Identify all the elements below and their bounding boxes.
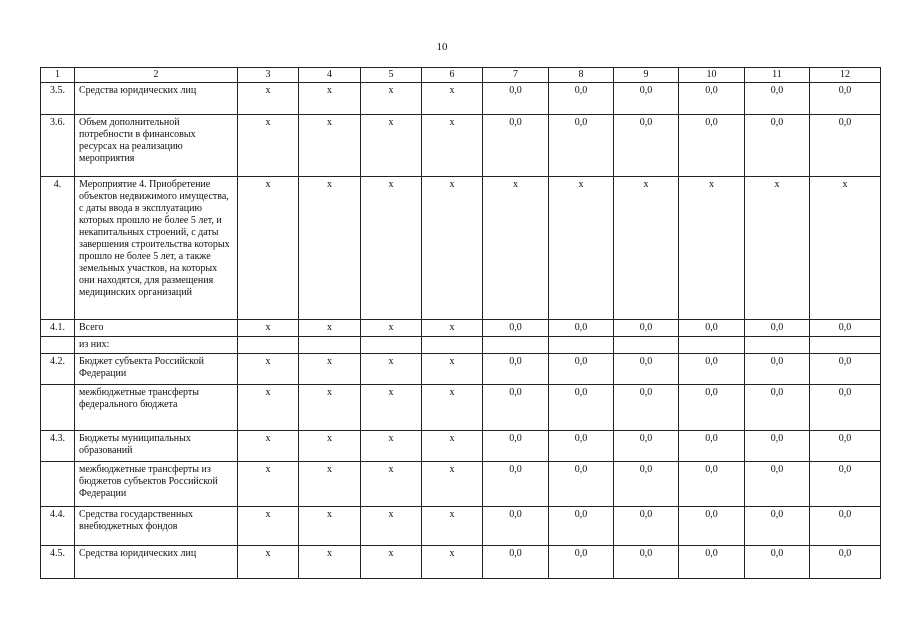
value-cell: x xyxy=(299,320,361,337)
value-cell xyxy=(614,337,679,354)
value-cell: 0,0 xyxy=(679,320,745,337)
header-cell: 5 xyxy=(361,68,422,83)
value-cell: x xyxy=(614,177,679,320)
value-cell xyxy=(745,337,810,354)
value-cell: x xyxy=(361,83,422,115)
value-cell xyxy=(483,337,549,354)
row-name: Мероприятие 4. Приобретение объектов недвижимого имущества, с даты ввода в эксплуатацию которых прошло не более 5 лет, и некапитальных строений, с даты завершения строительства которых прошло не более 5 лет, а также земельных участков, на которых они находятся, для размещения медицинских организаций xyxy=(75,177,238,320)
row-number: 4.3. xyxy=(41,431,75,462)
value-cell: 0,0 xyxy=(810,354,881,385)
value-cell: 0,0 xyxy=(483,354,549,385)
value-cell: x xyxy=(299,385,361,431)
header-cell: 10 xyxy=(679,68,745,83)
value-cell: x xyxy=(422,546,483,579)
row-name: Бюджет субъекта Российской Федерации xyxy=(75,354,238,385)
value-cell: 0,0 xyxy=(810,462,881,507)
value-cell: 0,0 xyxy=(614,115,679,177)
value-cell: 0,0 xyxy=(483,115,549,177)
value-cell: 0,0 xyxy=(614,83,679,115)
row-number: 3.5. xyxy=(41,83,75,115)
header-cell: 1 xyxy=(41,68,75,83)
value-cell xyxy=(361,337,422,354)
row-name: из них: xyxy=(75,337,238,354)
value-cell: x xyxy=(238,115,299,177)
value-cell: 0,0 xyxy=(483,83,549,115)
page-number: 10 xyxy=(436,41,448,53)
row-number: 4. xyxy=(41,177,75,320)
value-cell: x xyxy=(361,431,422,462)
value-cell: 0,0 xyxy=(614,462,679,507)
value-cell xyxy=(810,337,881,354)
value-cell xyxy=(422,337,483,354)
value-cell: x xyxy=(361,115,422,177)
value-cell: 0,0 xyxy=(614,431,679,462)
value-cell: 0,0 xyxy=(483,507,549,546)
value-cell: 0,0 xyxy=(810,83,881,115)
value-cell: x xyxy=(745,177,810,320)
value-cell: 0,0 xyxy=(614,354,679,385)
table-row xyxy=(41,177,881,320)
value-cell: 0,0 xyxy=(810,431,881,462)
value-cell: x xyxy=(238,507,299,546)
value-cell xyxy=(299,337,361,354)
value-cell: x xyxy=(299,462,361,507)
value-cell: 0,0 xyxy=(549,431,614,462)
value-cell: 0,0 xyxy=(745,83,810,115)
row-name: Бюджеты муниципальных образований xyxy=(75,431,238,462)
value-cell: x xyxy=(422,385,483,431)
value-cell: 0,0 xyxy=(745,507,810,546)
header-cell: 12 xyxy=(810,68,881,83)
row-number xyxy=(41,462,75,507)
value-cell: 0,0 xyxy=(745,431,810,462)
value-cell: 0,0 xyxy=(810,320,881,337)
value-cell: 0,0 xyxy=(679,385,745,431)
value-cell: 0,0 xyxy=(810,385,881,431)
value-cell xyxy=(238,337,299,354)
value-cell: x xyxy=(238,431,299,462)
table-row xyxy=(41,462,881,507)
row-name: Средства юридических лиц xyxy=(75,83,238,115)
value-cell: 0,0 xyxy=(810,507,881,546)
row-name: межбюджетные трансферты федерального бюджета xyxy=(75,385,238,431)
value-cell: 0,0 xyxy=(745,115,810,177)
header-cell: 2 xyxy=(75,68,238,83)
value-cell: 0,0 xyxy=(549,115,614,177)
table-row xyxy=(41,83,881,115)
value-cell: 0,0 xyxy=(483,385,549,431)
value-cell: x xyxy=(299,507,361,546)
value-cell: x xyxy=(238,546,299,579)
value-cell: 0,0 xyxy=(810,115,881,177)
value-cell: x xyxy=(238,83,299,115)
value-cell: x xyxy=(361,385,422,431)
header-cell: 6 xyxy=(422,68,483,83)
value-cell: x xyxy=(361,320,422,337)
value-cell: x xyxy=(422,354,483,385)
value-cell: x xyxy=(361,507,422,546)
value-cell: x xyxy=(238,354,299,385)
value-cell: 0,0 xyxy=(549,320,614,337)
row-number: 3.6. xyxy=(41,115,75,177)
table-row xyxy=(41,546,881,579)
value-cell: x xyxy=(299,354,361,385)
row-number xyxy=(41,385,75,431)
value-cell: 0,0 xyxy=(483,546,549,579)
header-cell: 3 xyxy=(238,68,299,83)
value-cell: 0,0 xyxy=(483,462,549,507)
value-cell: 0,0 xyxy=(679,546,745,579)
budget-table xyxy=(40,67,881,579)
value-cell: 0,0 xyxy=(679,462,745,507)
value-cell: 0,0 xyxy=(679,354,745,385)
table-row xyxy=(41,507,881,546)
value-cell: 0,0 xyxy=(745,354,810,385)
value-cell: 0,0 xyxy=(549,83,614,115)
table-row xyxy=(41,354,881,385)
table-row xyxy=(41,337,881,354)
value-cell: x xyxy=(361,546,422,579)
table-row xyxy=(41,320,881,337)
value-cell: x xyxy=(549,177,614,320)
value-cell: 0,0 xyxy=(614,320,679,337)
value-cell: x xyxy=(361,177,422,320)
row-number: 4.4. xyxy=(41,507,75,546)
value-cell: x xyxy=(422,507,483,546)
value-cell xyxy=(549,337,614,354)
value-cell: x xyxy=(810,177,881,320)
value-cell: x xyxy=(299,83,361,115)
value-cell: 0,0 xyxy=(549,507,614,546)
value-cell: 0,0 xyxy=(810,546,881,579)
value-cell: x xyxy=(422,431,483,462)
header-cell: 9 xyxy=(614,68,679,83)
value-cell: x xyxy=(422,83,483,115)
row-name: Средства государственных внебюджетных фондов xyxy=(75,507,238,546)
value-cell: 0,0 xyxy=(679,431,745,462)
row-number xyxy=(41,337,75,354)
value-cell: x xyxy=(422,115,483,177)
value-cell: x xyxy=(238,177,299,320)
value-cell: 0,0 xyxy=(483,320,549,337)
header-cell: 11 xyxy=(745,68,810,83)
value-cell: 0,0 xyxy=(549,385,614,431)
value-cell: x xyxy=(299,546,361,579)
value-cell: 0,0 xyxy=(745,546,810,579)
header-cell: 7 xyxy=(483,68,549,83)
value-cell: 0,0 xyxy=(549,546,614,579)
value-cell: x xyxy=(361,354,422,385)
value-cell: 0,0 xyxy=(745,462,810,507)
value-cell: 0,0 xyxy=(614,385,679,431)
value-cell: x xyxy=(422,462,483,507)
value-cell: x xyxy=(238,462,299,507)
value-cell: 0,0 xyxy=(549,354,614,385)
value-cell: 0,0 xyxy=(614,507,679,546)
value-cell: 0,0 xyxy=(679,507,745,546)
row-name: Всего xyxy=(75,320,238,337)
value-cell: x xyxy=(299,177,361,320)
value-cell: x xyxy=(483,177,549,320)
value-cell: x xyxy=(679,177,745,320)
value-cell: x xyxy=(299,431,361,462)
table-row xyxy=(41,115,881,177)
row-name: Средства юридических лиц xyxy=(75,546,238,579)
row-number: 4.5. xyxy=(41,546,75,579)
value-cell: 0,0 xyxy=(679,83,745,115)
value-cell: 0,0 xyxy=(679,115,745,177)
table-row xyxy=(41,385,881,431)
value-cell xyxy=(679,337,745,354)
header-cell: 4 xyxy=(299,68,361,83)
value-cell: 0,0 xyxy=(614,546,679,579)
value-cell: x xyxy=(238,385,299,431)
row-number: 4.2. xyxy=(41,354,75,385)
value-cell: 0,0 xyxy=(745,385,810,431)
row-name: Объем дополнительной потребности в финансовых ресурсах на реализацию мероприятия xyxy=(75,115,238,177)
value-cell: x xyxy=(361,462,422,507)
value-cell: 0,0 xyxy=(549,462,614,507)
value-cell: x xyxy=(422,320,483,337)
value-cell: 0,0 xyxy=(483,431,549,462)
value-cell: x xyxy=(238,320,299,337)
value-cell: x xyxy=(422,177,483,320)
header-cell: 8 xyxy=(549,68,614,83)
row-name: межбюджетные трансферты из бюджетов субъектов Российской Федерации xyxy=(75,462,238,507)
value-cell: 0,0 xyxy=(745,320,810,337)
row-number: 4.1. xyxy=(41,320,75,337)
table-row xyxy=(41,431,881,462)
header-row xyxy=(41,68,881,83)
value-cell: x xyxy=(299,115,361,177)
